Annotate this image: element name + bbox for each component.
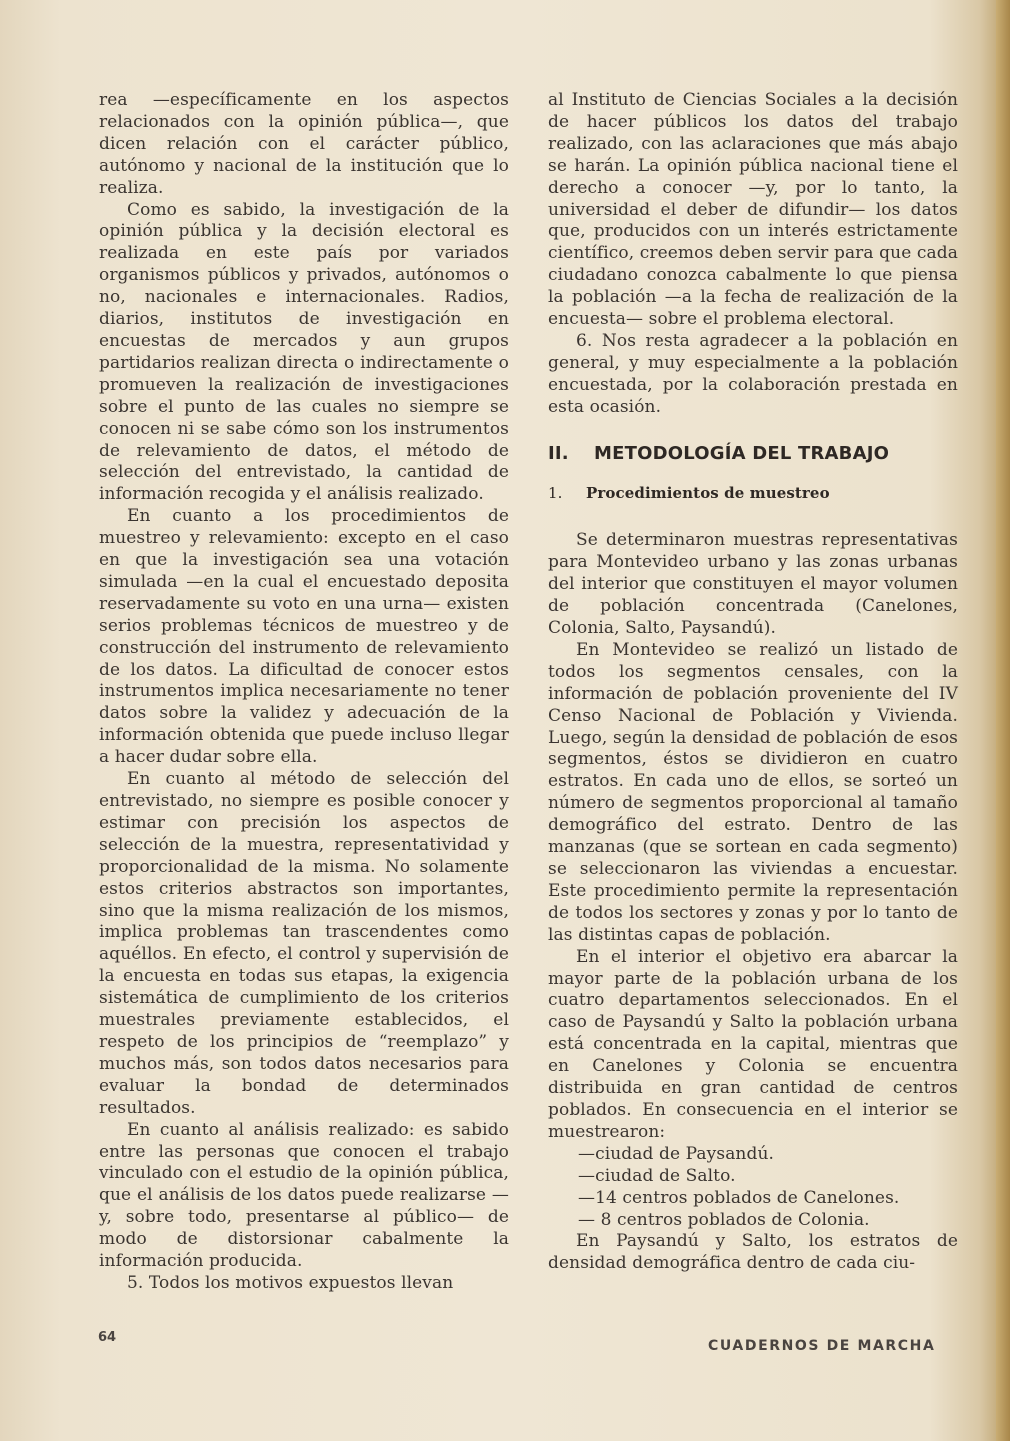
right-column [548, 90, 958, 1275]
paragraph: 6. Nos resta agradecer a la población en general, y muy especialmente a la población encuestada, por la colaboración prestada en esta ocasión. [548, 330, 958, 417]
page-edge-shadow [996, 0, 1010, 1441]
section-number: II. [548, 442, 569, 464]
subsection-number: 1. [548, 483, 563, 502]
section-title: METODOLOGÍA DEL TRABAJO [594, 442, 890, 464]
list-item: —ciudad de Paysandú. [578, 1143, 775, 1164]
paragraph: En el interior el objetivo era abarcar la mayor parte de la población urbana de los cuatro departamentos seleccionados. En el caso de Paysandú y Salto la población urbana está concentrada en la capital, mientras que en Canelones y Colonia se encuentra distribuida en gran cantidad de centros poblados. En consecuencia en el interior se muestrearon: [548, 946, 958, 1142]
paragraph: En Paysandú y Salto, los estratos de densidad demográfica dentro de cada ciu- [548, 1231, 958, 1274]
paragraph: Como es sabido, la investigación de la opinión pública y la decisión electoral es realizada en este país por variados organismos públicos y privados, autónomos o no, nacionales e internacionales. Radios, diarios, institutos de investigación en encuestas de mercados y aun grupos partidarios realizan directa o indirectamente o promueven la realización de investigaciones sobre el punto de las cuales no siempre se conocen ni se sabe cómo son los instrumentos de relevamiento de datos, el método de selección del entrevistado, la cantidad de información recogida y el análisis realizado. [99, 199, 509, 505]
list-item: —14 centros poblados de Canelones. [578, 1187, 900, 1208]
paragraph: En cuanto a los procedimientos de muestreo y relevamiento: excepto en el caso en que la investigación sea una votación simulada —en la cual el encuestado deposita reservadamente su voto en una urna— existen serios problemas técnicos de muestreo y de construcción del instrumento de relevamiento de los datos. La dificultad de conocer estos instrumentos implica necesariamente no tener datos sobre la validez y adecuación de la información obtenida que puede incluso llegar a hacer dudar sobre ella. [99, 506, 509, 768]
subsection-title: Procedimientos de muestreo [586, 483, 830, 502]
paragraph: En cuanto al método de selección del entrevistado, no siempre es posible conocer y estimar con precisión los aspectos de selección de la muestra, representatividad y proporcionalidad de la misma. No solamente estos criterios abstractos son importantes, sino que la misma realización de los mismos, implica problemas tan trascendentes como aquéllos. En efecto, el control y supervisión de la encuesta en todas sus etapas, la exigencia sistemática de cumplimiento de los criterios muestrales previamente establecidos, el respeto de los principios de “reemplazo” y muchos más, son todos datos necesarios para evaluar la bondad de determinados resultados. [99, 769, 509, 1118]
list-item: — 8 centros poblados de Colonia. [578, 1209, 870, 1230]
list-item: —ciudad de Salto. [578, 1165, 736, 1186]
paragraph: rea —específicamente en los aspectos relacionados con la opinión pública—, que dicen relación con el carácter público, autónomo y nacional de la institución que lo realiza. [99, 90, 509, 198]
subsection-heading [548, 483, 958, 505]
paragraph: al Instituto de Ciencias Sociales a la decisión de hacer públicos los datos del trabajo realizado, con las aclaraciones que más abajo se harán. La opinión pública nacional tiene el derecho a conocer —y, por lo tanto, la universidad el deber de difundir— los datos que, producidos con un interés estrictamente científico, creemos deben servir para que cada ciudadano conozca cabalmente lo que piensa la población —a la fecha de realización de la encuesta— sobre el problema electoral. [548, 90, 958, 330]
section-heading [548, 443, 958, 465]
page-number: 64 [98, 1330, 117, 1345]
paragraph: 5. Todos los motivos expuestos llevan [127, 1272, 454, 1293]
paragraph: En cuanto al análisis realizado: es sabido entre las personas que conocen el trabajo vinculado con el estudio de la opinión pública, que el análisis de los datos puede realizarse —y, sobre todo, presentarse al público— de modo de distorsionar cabalmente la información producida. [99, 1119, 509, 1272]
paragraph: Se determinaron muestras representativas para Montevideo urbano y las zonas urbanas del interior que constituyen el mayor volumen de población concentrada (Canelones, Colonia, Salto, Paysandú). [548, 530, 958, 639]
publication-title: CUADERNOS DE MARCHA [708, 1338, 936, 1354]
paragraph: En Montevideo se realizó un listado de todos los segmentos censales, con la información de población proveniente del IV Censo Nacional de Población y Vivienda. Luego, según la densidad de población de esos segmentos, éstos se dividieron en cuatro estratos. En cada uno de ellos, se sorteó un número de segmentos proporcional al tamaño demográfico del estrato. Dentro de las manzanas (que se sortean en cada segmento) se seleccionaron las viviendas a encuestar. Este procedimiento permite la representación de todos los sectores y zonas y por lo tanto de las distintas capas de población. [548, 639, 958, 945]
left-column [99, 90, 509, 1295]
